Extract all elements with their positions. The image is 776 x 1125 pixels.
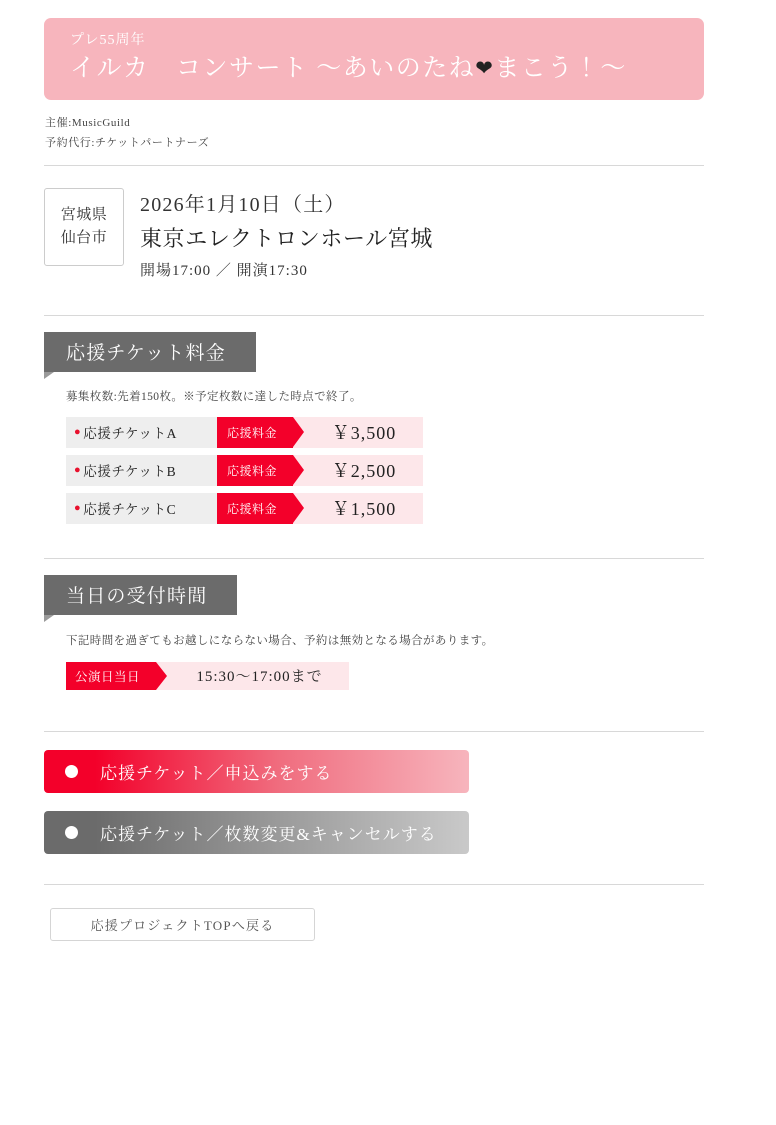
- organizer-host: 主催:MusicGuild: [45, 116, 131, 129]
- price-row-name: [66, 417, 217, 448]
- divider-actions: [44, 731, 704, 732]
- heart-icon: ❤: [475, 56, 495, 80]
- price-row-tag: 応援料金: [217, 455, 293, 486]
- reception-section: [44, 575, 704, 615]
- price-row-value: ￥1,500: [293, 493, 423, 524]
- price-row-name: [66, 493, 217, 524]
- table-row: [66, 417, 423, 448]
- table-row: [66, 455, 423, 486]
- price-list: [66, 417, 704, 524]
- event-title-head: イルカ コンサート 〜あいのたね: [70, 55, 476, 82]
- price-row-value: ￥3,500: [293, 417, 423, 448]
- price-row-tag: 応援料金: [217, 493, 293, 524]
- venue-name: 東京エレクトロンホール宮城: [140, 226, 433, 252]
- price-section-heading: 応援チケット料金: [44, 332, 256, 372]
- bullet-icon: ●: [74, 425, 82, 438]
- circle-icon: [44, 765, 98, 778]
- organizer-agency: 予約代行:チケットパートナーズ: [45, 137, 210, 150]
- content-container: [44, 0, 704, 941]
- price-note: 募集枚数:先着150枚。※予定枚数に達した時点で終了。: [66, 391, 362, 404]
- divider-price: [44, 315, 704, 316]
- price-name-label: 応援チケットB: [83, 464, 177, 480]
- reception-tag: 公演日当日: [66, 662, 156, 690]
- table-row: [66, 493, 423, 524]
- event-title: [70, 52, 704, 86]
- apply-ticket-button[interactable]: [44, 750, 469, 793]
- price-row-name: [66, 455, 217, 486]
- divider-bottom: [44, 884, 704, 885]
- price-name-label: 応援チケットC: [83, 502, 177, 518]
- venue-details: [140, 188, 433, 283]
- circle-icon: [44, 826, 98, 839]
- event-title-banner: [44, 18, 704, 100]
- change-cancel-label: 応援チケット／枚数変更&キャンセルする: [100, 824, 437, 844]
- event-title-tail: まこう！〜: [494, 55, 627, 82]
- prefecture-box: [44, 188, 124, 266]
- change-cancel-button[interactable]: [44, 811, 469, 854]
- reception-value: 15:30〜17:00まで: [156, 662, 349, 690]
- price-section: [44, 332, 704, 372]
- city-label: 仙台市: [60, 230, 108, 247]
- reception-time-row: [66, 662, 349, 690]
- organizer-block: [45, 113, 704, 154]
- apply-ticket-label: 応援チケット／申込みをする: [100, 763, 333, 783]
- bullet-icon: ●: [74, 463, 82, 476]
- event-time: 開場17:00 ／ 開演17:30: [140, 263, 308, 280]
- bullet-icon: ●: [74, 501, 82, 514]
- reception-note: 下記時間を過ぎてもお越しにならない場合、予約は無効となる場合があります。: [66, 634, 494, 647]
- price-name-label: 応援チケットA: [83, 426, 177, 442]
- price-row-value: ￥2,500: [293, 455, 423, 486]
- divider-top: [44, 165, 704, 166]
- back-to-top-label: 応援プロジェクトTOPへ戻る: [90, 917, 275, 933]
- venue-block: [44, 188, 704, 283]
- price-row-tag: 応援料金: [217, 417, 293, 448]
- divider-reception: [44, 558, 704, 559]
- prefecture-label: 宮城県: [60, 207, 108, 224]
- event-date: 2026年1月10日（土）: [140, 194, 346, 217]
- reception-section-heading: 当日の受付時間: [44, 575, 237, 615]
- back-to-top-button[interactable]: [50, 908, 315, 941]
- event-subtitle: プレ55周年: [70, 33, 146, 48]
